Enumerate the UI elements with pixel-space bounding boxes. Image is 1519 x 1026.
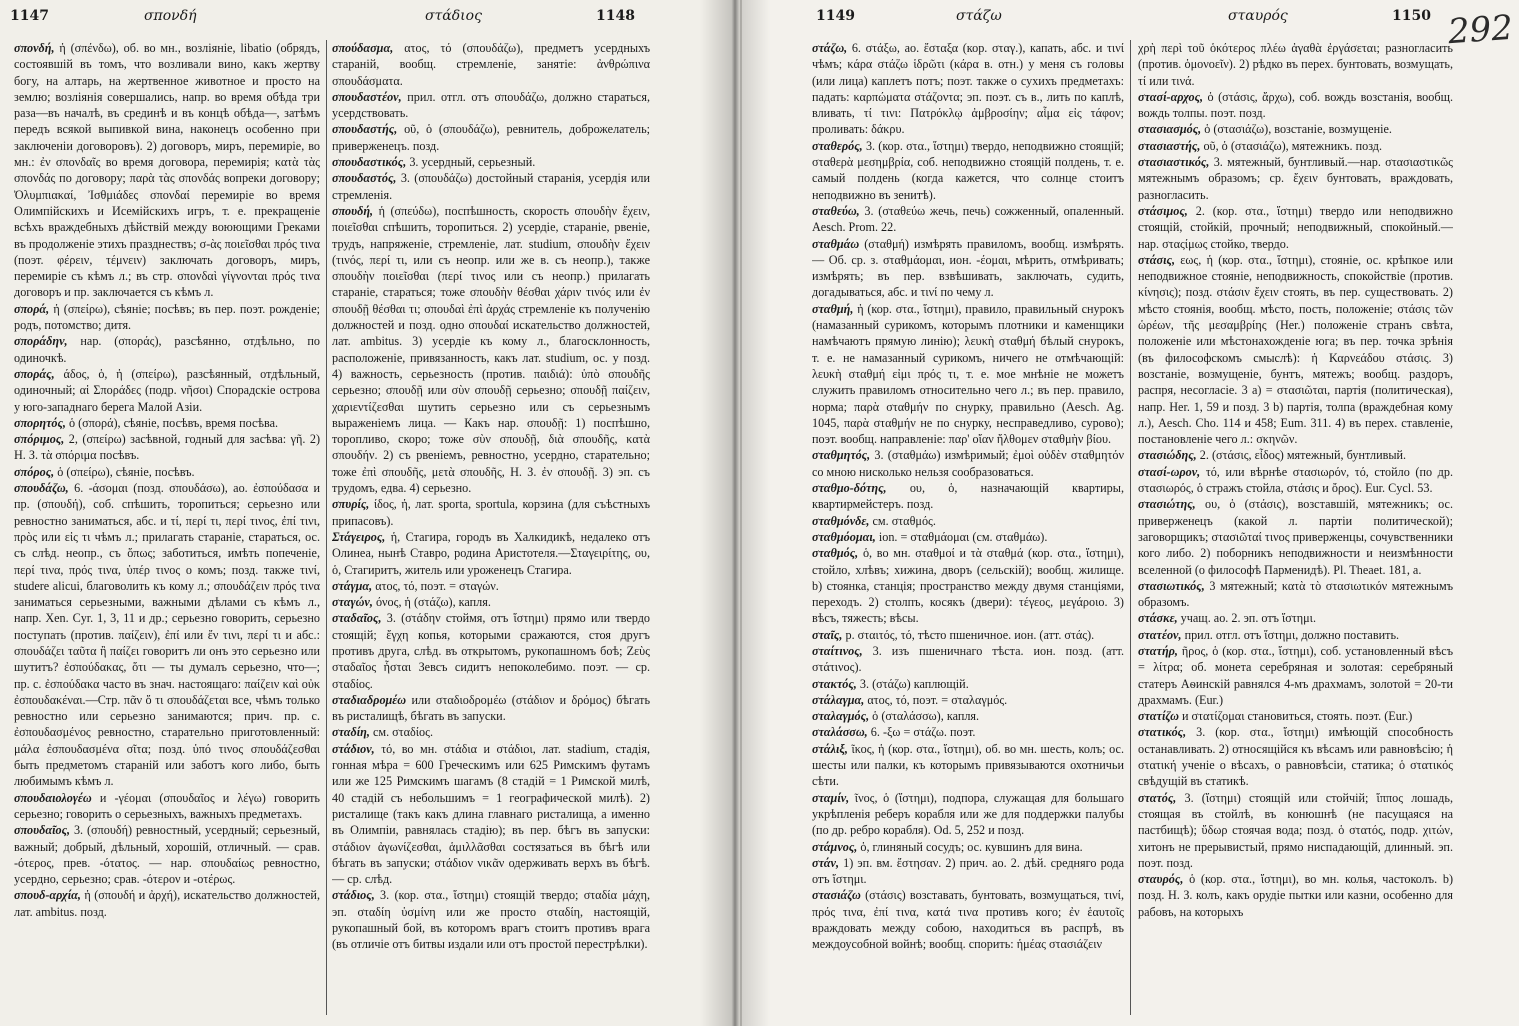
left-page-column-2 (332, 40, 650, 1020)
entry-definition: 3. (σπουδή) ревностный, усердный; серьезный, важный; добрый, дѣльный, хорошій, отличный. — срав. -ότερος, прев. -ότατος. — нар. σπουδαίως ревностно, усердно, серьезно; срав. -ότερον и -οτέρως. (14, 823, 320, 887)
entry-headword: στάσκε, (1138, 611, 1178, 626)
entry-headword: σπουδαστικός, (332, 155, 407, 170)
entry-definition: οῦ, ὁ (στασιάζω), мятежникъ. позд. (1203, 138, 1383, 153)
entry-headword: στασί-αρχος, (1138, 89, 1204, 104)
entry-definition: όνος, ἡ (στάζω), капля. (375, 595, 491, 610)
entry-definition: ἡ (σπείρω), сѣяніе; посѣвъ; въ пер. поэт. рожденіе; родъ, потомство; дитя. (14, 301, 320, 333)
entry-definition: ὁ (σταλάσσω), капля. (872, 709, 980, 724)
entry-headword: σταμίν, (812, 790, 850, 805)
dictionary-entry (14, 887, 320, 920)
dictionary-entry (812, 480, 1124, 513)
entry-headword: σταδίη, (332, 725, 370, 740)
entry-definition: οῦ, ὁ (σπουδάζω), ревнитель, доброжелатель; приверженецъ. позд. (332, 122, 650, 153)
entry-headword: στάσις, (1138, 252, 1175, 267)
dictionary-entry (14, 790, 320, 823)
entry-headword: σταθεύω, (812, 203, 860, 218)
entry-headword: σταθμο-δότης, (812, 481, 887, 496)
dictionary-entry (14, 415, 320, 431)
entry-headword: στάδιος, (332, 888, 375, 903)
entry-headword: σταδιαδρομέω (332, 692, 407, 707)
running-head-right: στάδιος (425, 8, 482, 24)
dictionary-entry (812, 790, 1124, 839)
entry-definition: (στάσις) возставать, бунтовать, возмущаться, τινί, πρός τινα, ἐπί τινα, κατά τινα противъ кого; ἐν ἑαυτοῖς враждовать между собою, находиться въ распрѣ, въ междоусобной войнѣ; вообщ. спорить: ἡμέας στασιάζειν (812, 888, 1124, 952)
dictionary-entry (332, 594, 650, 610)
entry-definition: ίδος, ἡ, лат. sporta, sportula, корзина (для съѣстныхъ припасовъ). (332, 497, 650, 528)
entry-definition: ὁ (στασιάζω), возстаніе, возмущеніе. (1204, 122, 1392, 137)
right-page (742, 0, 1519, 1026)
entry-definition: ὁ (στάσις, ἄρχω), соб. вождь возстанія, вообщ. вождь толпы. поэт. позд. (1138, 89, 1453, 121)
entry-definition: 3 мятежный; κατὰ τὸ στασιωτικόν мятежнымъ образомъ. (1138, 578, 1453, 610)
right-page-column-2 (1138, 40, 1453, 1020)
entry-headword: στατός, (1138, 790, 1177, 805)
entry-definition: 6. -άσομαι (позд. σπουδάσω), ао. ἐσπούδασα и пр. (σπουδή), соб. спѣшить, торопиться; серьезно или ревностно заниматься, абс. и τί, περί τι, περί τινος, ἐπί τινι, πρὸς или εἰς τι чѣмъ л.; прилагать стараніе, стараться, ос. съ слѣд. неопр., съ ὅπως; заботиться, имѣть попеченіе, περί τινα, πρός τινα, ὑπέρ τινος о комъ; позд. также τινί, studere alicui, благоволить къ кому л.; σπουδάζειν πρός τινα заниматься серьезными, важными дѣлами съ кѣмъ л., напр. Xen. Cyr. 1, 3, 11 и др.; серьезно говорить, серьезно поступать (против. παίζειν), ἐπί или ἔν τινι, περί τι и абс.: σπουδάζει ταῦτα ἢ παίζει говоритъ ли онъ это серьезно или шутитъ? ἐσπούδακας, ὅτι — ты думалъ серьезно, что—; пр. с. ἐσπούδακα часто въ знач. настоящаго: παίζειν καὶ οὐκ ἐσπουδακέναι.—Стр. πᾶν ὅ τι σπουδάζεται все, чѣмъ только ревностно или серьезно занимаются; прич. пр. с. ἐσπουδασμένος ревностно, старательно приготовленный: μάλα ἐσπουδασμένα σῖτα; позд. ὑπό τινος σπουδάζεσθαι быть предметомъ стараній или заботъ кого либо, быть любимымъ кѣмъ л. (14, 481, 320, 789)
dictionary-entry (332, 170, 650, 203)
dictionary-entry (14, 301, 320, 334)
entry-headword: σπονδή, (14, 41, 55, 55)
entry-definition: ῖκος, ἡ (кор. στα., ἵστημι), об. во мн. шесть, колъ; ос. шесты или палки, къ которымъ привязываются охотничьи сѣти. (812, 741, 1124, 789)
dictionary-entry (332, 40, 650, 89)
entry-headword: στάν, (812, 855, 840, 870)
entry-definition: ου, ὁ, назначающій квартиры, квартирмейстеръ. позд. (812, 481, 1124, 512)
entry-headword: σταλάσσω, (812, 725, 868, 740)
entry-headword: σταῖς, (812, 627, 843, 642)
entry-headword: σταθμητός, (812, 448, 871, 463)
dictionary-entry (1138, 708, 1453, 724)
dictionary-entry (14, 431, 320, 464)
dictionary-entry (812, 676, 1124, 692)
entry-definition: нар. (σποράς), разсѣянно, отдѣльно, по одиночкѣ. (14, 334, 320, 365)
entry-definition: 3. усердный, серьезный. (409, 155, 536, 170)
entry-headword: σπούδασμα, (332, 41, 394, 55)
entry-definition: 1) эп. вм. ἔστησαν. 2) прич. ао. 2. дѣй. средняго рода отъ ἵστημι. (812, 855, 1124, 887)
entry-headword: στατήρ, (1138, 643, 1178, 658)
entry-definition: ὁ, во мн. σταθμοί и τὰ σταθμά (кор. στα., ἵστημι), стойло, хлѣвъ; хижина, дворъ (сельскій); вообщ. жилище. b) стоянка, станція; пространство между двумя станціями, переходъ. 2) столпъ, косякъ (двери): τέγεος, μεγάροιο. 3) вѣсъ, тяжесть; вѣсы. (812, 546, 1124, 626)
dictionary-entry (812, 741, 1124, 790)
dictionary-entry (14, 40, 320, 301)
dictionary-entry (332, 692, 650, 725)
dictionary-entry (1138, 643, 1453, 708)
dictionary-entry (332, 724, 650, 740)
entry-headword: σπουδαῖος, (14, 823, 71, 838)
dictionary-entry (812, 203, 1124, 236)
handwritten-note: 292 (1446, 7, 1515, 53)
entry-headword: σταθμόομαι, (812, 529, 876, 544)
entry-headword: σπουδή, (332, 203, 374, 218)
entry-headword: στασί-ωρον, (1138, 464, 1201, 479)
entry-headword: σταδαῖος, (332, 611, 382, 626)
dictionary-entry (1138, 252, 1453, 448)
dictionary-entry (812, 627, 1124, 643)
dictionary-entry (812, 40, 1124, 138)
entry-headword: σταθμάω (812, 236, 860, 251)
entry-definition: 2. (кор. στα., ἵστημι) твердо или неподвижно стоящій, стойкій, прочный; неподвижный, спокойный.—нар. σταςίμως стойко, твердо. (1138, 203, 1453, 251)
entry-definition: 3. (кор. στα., ἵστημι) твердо, неподвижно стоящій; σταθερὰ μεσημβρία, соб. неподвижно стоящій полдень, т. е. самый полдень (когда кажется, что солнце стоитъ неподвижно въ зенитѣ). (812, 138, 1124, 202)
dictionary-entry (14, 366, 320, 415)
dictionary-entry (812, 708, 1124, 724)
entry-definition: учащ. ао. 2. эп. отъ ἵστημι. (1180, 611, 1317, 626)
dictionary-entry (1138, 790, 1453, 871)
dictionary-entry (332, 887, 650, 952)
column-divider (1130, 40, 1131, 1015)
entry-headword: στάσιμος, (1138, 203, 1188, 218)
dictionary-entry (332, 203, 650, 496)
entry-headword: σταυρός, (1138, 872, 1184, 887)
dictionary-entry (332, 578, 650, 594)
entry-definition: и -γέομαι (σπουδαῖος и λέγω) говорить серьезно; говорить о серьезныхъ, важныхъ предметахъ. (14, 790, 320, 821)
dictionary-entry (812, 301, 1124, 448)
dictionary-entry (1138, 138, 1453, 154)
entry-definition: ἡ (σπένδω), об. во мн., возліяніе, libatio (обрядъ, состоявшій въ томъ, что возливали вино, какъ жертву богу, на алтарь, на жертвенное животное и просто на землю; возліянія совершались, напр. во время обѣда три раза—въ началѣ, въ срединѣ и въ концѣ обѣда—, затѣмъ передъ всякой выпивкой вина, наконецъ особенно при заключеніи договоровъ). 2) договоръ, миръ, перемиріе, во мн.: ἐν σπονδαῖς во время договора, перемирія; κατὰ τὰς σπονδάς по договору; παρὰ τὰς σπονδάς вопреки договору; Ὀλυμπιακαί, Ἰσθμιάδες σπονδαί перемиріе во время Олимпійскихъ и Исемійскихъ игръ, т. е. прекращеніе всѣхъ враждебныхъ дѣйствій между воюющими Греками въ продолженіе этихъ празднествъ; σ-ὰς ποιεῖσθαι πρός τινα (поэт. φέρειν, τέμνειν) заключать договоръ, миръ, перемиріе съ кѣмъ л.; въ стр. σπονδαὶ γίγνονται πρός τινα договоръ и пр. заключается съ кѣмъ л. (14, 41, 320, 300)
entry-headword: σπόρος, (14, 464, 55, 479)
entry-definition: ὁ (кор. στα., ἵστημι), во мн. колья, частоколъ. b) позд. Н. З. колъ, какъ орудіе пытки или казни, особенно для рабовъ, на которыхъ (1138, 872, 1453, 919)
entry-headword: στατικός, (1138, 725, 1187, 740)
entry-headword: στασιαστικός, (1138, 155, 1210, 170)
entry-definition: 2, (σπείρω) засѣвной, годный для засѣва: γῆ. 2) Н. З. τὰ σπόριμα посѣвъ. (14, 432, 320, 463)
entry-definition: 6. στάξω, ао. ἔσταξα (кор. σταγ.), капать, абс. и τινί чѣмъ; κάρα στάζω ἱδρῶτι (κάρα в. отн.) у меня съ головы (или лица) каплетъ потъ; поэт. также о сухихъ предметахъ: падать: καρπώματα στάζοντα; эп. поэт. съ в., лить по каплѣ, вливать, τί τινι: Πατρόκλῳ ἀμβροσίην; αἷμα εἰς τάφον; проливать: δάκρυ. (812, 41, 1124, 137)
entry-headword: στάγμα, (332, 578, 373, 593)
entry-definition: 3. (σπουδάζω) достойный старанія, усердія или стремленія. (332, 171, 650, 202)
dictionary-entry (1138, 496, 1453, 577)
entry-headword: σπουδαιολογέω (14, 790, 92, 805)
dictionary-entry (14, 464, 320, 480)
dictionary-entry (332, 154, 650, 170)
dictionary-entry (332, 741, 650, 888)
entry-headword: στασιωτικός, (1138, 578, 1205, 593)
entry-headword: στασιώδης, (1138, 448, 1197, 463)
dictionary-entry (812, 513, 1124, 529)
entry-headword: στατίζω (1138, 709, 1179, 724)
dictionary-entry (812, 692, 1124, 708)
dictionary-entry (1138, 203, 1453, 252)
running-head-left: στάζω (956, 8, 1002, 24)
entry-definition: или σταδιοδρομέω (στάδιον и δρόμος) бѣгать въ ристалищѣ, бѣгать въ запуски. (332, 692, 650, 724)
dictionary-entry (812, 447, 1124, 480)
entry-definition: ατος, τό (σπουδάζω), предметъ усердныхъ стараній, вообщ. стремленіе, занятіе: ἀνθρώπινα σπουδάσματα. (332, 41, 650, 88)
dictionary-entry (332, 496, 650, 529)
dictionary-entry (1138, 627, 1453, 643)
entry-headword: σταθμός, (812, 546, 859, 561)
dictionary-entry (1138, 447, 1453, 463)
entry-definition: 6. -ξω = στάζω. поэт. (870, 725, 976, 740)
dictionary-entry (1138, 40, 1453, 89)
entry-definition: ὁ (σπείρω), сѣяніе, посѣвъ. (57, 464, 195, 479)
entry-headword: σταθμή, (812, 301, 854, 316)
dictionary-entry (812, 839, 1124, 855)
entry-definition: см. σταθμός. (872, 513, 936, 528)
entry-headword: σταίτινος, (812, 643, 863, 658)
dictionary-entry (1138, 871, 1453, 920)
page-number-right: 1150 (1392, 8, 1431, 24)
dictionary-entry (14, 333, 320, 366)
entry-definition: 3. (στάζω) каплющій. (859, 676, 969, 691)
entry-definition: 3. (σταθμάω) измѣримый; ἐμοὶ οὐδὲν σταθμητόν со мною нисколько нельзя сообразоваться. (812, 448, 1124, 479)
dictionary-entry (812, 724, 1124, 740)
entry-headword: στακτός, (812, 676, 857, 691)
entry-headword: στασιασμός, (1138, 122, 1202, 137)
entry-definition: ἡ, Стагира, городъ въ Халкидикѣ, недалеко отъ Олинеа, нынѣ Ставро, родина Аристотеля.—Σταγειρίτης, ου, ὁ, Стагиритъ, житель или уроженецъ Стагира. (332, 529, 650, 577)
dictionary-entry (1138, 464, 1453, 497)
entry-headword: στάμνος, (812, 839, 858, 854)
entry-headword: σπουδάζω, (14, 481, 69, 496)
dictionary-entry (812, 887, 1124, 952)
dictionary-entry (812, 529, 1124, 545)
entry-definition: р. σταιτός, τό, тѣсто пшеничное. ион. (атт. στάς). (845, 627, 1095, 642)
dictionary-entry (812, 855, 1124, 888)
entry-headword: στατέον, (1138, 627, 1182, 642)
entry-headword: στασιαστής, (1138, 138, 1201, 153)
dictionary-entry (332, 529, 650, 578)
entry-definition: άδος, ὁ, ἡ (σπείρω), разсѣянный, отдѣльный, одиночный; αἱ Σποράδες (подр. νῆσοι) Спорадскіе острова у юго-западнаго берега Малой Азіи. (14, 366, 320, 414)
entry-definition: ἡ (кор. στα., ἵστημι), правило, правильный снурокъ (намазанный сурикомъ, которымъ плотники и каменщики намѣчаютъ прямую линію); λευκὴ σταθμή бѣлый снурокъ, т. е. не намазанный сурикомъ, ничего не отмѣчающій: λευκὴ σταθμή εἰμι πρός τι, т. е. мое мнѣніе не можетъ служить правиломъ относительно чего л.; въ пер. правило, норма; παρὰ σταθμήν по снурку, правильно (Aesch. Ag. 1045, παρὰ σταθμήν не по снурку, несправедливо, сурово); поэт. вообщ. направленіе: παρ' οἴαν ἤλθομεν σταθμὴν βίου. (812, 301, 1124, 447)
dictionary-entry (812, 236, 1124, 301)
entry-definition: ὁ (σπορά), сѣяніе, посѣвъ, время посѣва. (68, 415, 279, 430)
entry-definition: ου, ὁ (στάσις), возставшій, мятежникъ; ос. приверженецъ (какой л. партіи политической); заговорщикъ; στασιῶταί τινος приверженцы, сочувственники кого либо. 2) поборникъ неподвижности и неизмѣнности вселенной (о философѣ Парменидѣ). Pl. Theaet. 181, a. (1138, 497, 1453, 577)
entry-definition: 3. (кор. στα., ἵστημι) стоящій твердо; σταδία μάχη, эп. σταδίη ὑσμίνη или же просто σταδίη, настоящій, рукопашный бой, въ которомъ врагъ стоитъ противъ врага (въ отличіе отъ битвы издали или отъ простой перестрѣлки). (332, 888, 650, 952)
entry-definition: εως, ἡ (кор. στα., ἵστημι), стояніе, ос. крѣпкое или неподвижное стояніе, неподвижность, спокойствіе (против. κίνησις); позд. στάσιν ἔχειν стоять, въ пер. существовать. 2) мѣсто стоянія, вообщ. мѣсто, пость, положеніе; στάσις τῶν ὡρέων, τῆς μεσαμβρίης (Her.) положеніе странъ свѣта, положеніе или мѣстонахожденіе юга; въ пер. точка зрѣнія (въ философскомъ смыслѣ): ἡ Καρνεάδου στάσις. 3) возстаніе, возмущеніе, бунтъ, мятежъ; вообщ. раздоръ, распря, несогласіе. 3 a) = στασιῶται, партія (политическая), напр. Her. 1, 59 и позд. 3 b) партія, толпа (враждебная кому л.), Aesch. Cho. 114 и 458; Eum. 311. 4) въ перех. ставленіе, постановленіе чего л.: σκηνῶν. (1138, 252, 1453, 447)
dictionary-entry (1138, 154, 1453, 203)
page-number-left: 1147 (10, 8, 49, 24)
entry-definition: прил. отгл. отъ ἵστημι, должно поставить. (1184, 627, 1400, 642)
page-number-left: 1149 (816, 8, 855, 24)
entry-definition: 3. (σταθεύω жечь, печь) сожженный, опаленный. Aesch. Prom. 22. (812, 203, 1124, 235)
entry-headword: σπουδαστέον, (332, 89, 402, 104)
entry-definition: 3. (στάδην стоймя, отъ ἵστημι) прямо или твердо стоящій; ἔγχη копья, которыми сражаются, стоя другъ противъ друга, слѣд. въ открытомъ, рукопашномъ боѣ; Ζεὺς σταδαῖος ἧσται Зевсъ сидитъ непоколебимо. поэт. — ср. σταδίος. (332, 611, 650, 691)
entry-definition: ὁ, глиняный сосудъ; ос. кувшинъ для вина. (860, 839, 1083, 854)
entry-definition: 3. (кор. στα., ἵστημι) имѣющій способность останавливать. 2) относящійся къ вѣсамъ или равновѣсію; ἡ στατική ученіе о вѣсахъ, о равновѣсіи, статика; ὁ στατικός свѣдущій въ статикѣ. (1138, 725, 1453, 789)
entry-headword: στασιώτης, (1138, 497, 1196, 512)
entry-definition: ion. = σταθμάομαι (см. σταθμάω). (878, 529, 1048, 544)
running-head-left: σπονδή (144, 8, 197, 24)
dictionary-entry (332, 121, 650, 154)
entry-headword: στάδιον, (332, 741, 375, 756)
dictionary-entry (1138, 610, 1453, 626)
entry-definition: 3. (ἵστημι) стоящій или стойчій; ἵππος лошадь, стоящая въ стойлѣ, въ конюшнѣ (не пасущаяся на пастбищѣ); ὕδωρ стоячая вода; позд. ὁ στατός, подр. χιτών, хитонъ не прерывистый, прямо ниспадающій, длинный. эп. поэт. позд. (1138, 790, 1453, 870)
page-number-right: 1148 (596, 8, 635, 24)
dictionary-entry (812, 643, 1124, 676)
entry-headword: σπουδαστής, (332, 122, 398, 137)
entry-headword: Στάγειρος, (332, 529, 386, 544)
entry-headword: σπόριμος, (14, 432, 65, 447)
entry-headword: σταλαγμός, (812, 709, 870, 724)
entry-headword: σταθμόνδε, (812, 513, 870, 528)
entry-definition: χρὴ περὶ τοῦ ὁκότερος πλέω ἀγαθὰ ἐργάσεται; разногласить (против. ὁμονοεῖν). 2) рѣдко въ перех. бунтовать, возмущать, τί или τινά. (1138, 41, 1453, 88)
entry-definition: ατος, τό, поэт. = σταγών. (375, 578, 499, 593)
dictionary-entry (812, 138, 1124, 203)
entry-definition: 3. мятежный, бунтливый.—нар. στασιαστικῶς мятежнымъ образомъ; ср. ἔχειν бунтовать, враждовать, разногласить. (1138, 155, 1453, 202)
entry-headword: σπορητός, (14, 415, 66, 430)
entry-headword: σπουδαστός, (332, 171, 397, 186)
entry-definition: ῖνος, ὁ (ἵστημι), подпора, служащая для большаго укрѣпленія реберъ корабля или же для поддержки палубы (по др. ребро корабля). Od. 5, 252 и позд. (812, 790, 1124, 838)
entry-headword: σπορά, (14, 301, 50, 316)
entry-definition: 2. (στάσις, εἶδος) мятежный, бунтливый. (1199, 448, 1407, 463)
entry-headword: σπυρίς, (332, 497, 370, 512)
entry-headword: σταγών, (332, 595, 373, 610)
left-page-column-1 (14, 40, 320, 1020)
entry-headword: στάλιξ, (812, 741, 848, 756)
entry-definition: ῆρος, ὁ (кор. στα., ἵστημι), соб. установленный вѣсъ = λίτρα; об. монета серебряная и золотая: серебряный статеръ Аѳинскій равнялся 4-мъ драхмамъ, золотой = 20-ти драхмамъ. (Eur.) (1138, 643, 1453, 707)
entry-definition: и στατίζομαι становиться, стоять. поэт. (Eur.) (1181, 709, 1413, 724)
entry-headword: στάζω, (812, 41, 848, 55)
dictionary-entry (332, 610, 650, 691)
right-page-column-1 (812, 40, 1124, 1020)
entry-headword: σποράδην, (14, 334, 68, 349)
dictionary-entry (332, 89, 650, 122)
entry-headword: στασιάζω (812, 888, 861, 903)
dictionary-entry (812, 545, 1124, 626)
entry-headword: στάλαγμα, (812, 692, 865, 707)
entry-headword: σποράς, (14, 366, 55, 381)
entry-definition: прил. отгл. отъ σπουδάζω, должно стараться, усердствовать. (332, 89, 650, 121)
column-divider (326, 40, 327, 1015)
entry-definition: см. σταδίος. (372, 725, 434, 740)
entry-headword: σταθερός, (812, 138, 863, 153)
dictionary-entry (14, 822, 320, 887)
left-page (0, 0, 740, 1026)
entry-definition: τό, или вѣрнѣе στασιωρόν, τό, стойло (по др. στασιωρός, ὁ стражъ стойла, στάσις и ὄρος). Eur. Cycl. 53. (1138, 464, 1453, 496)
running-head-right: σταυρός (1228, 8, 1288, 24)
dictionary-entry (1138, 89, 1453, 122)
dictionary-entry (1138, 578, 1453, 611)
dictionary-entry (1138, 121, 1453, 137)
entry-definition: ατος, τό, поэт. = σταλαγμός. (867, 692, 1008, 707)
entry-definition: 3. изъ пшеничнаго тѣста. ион. позд. (атт. στάτινος). (812, 643, 1124, 675)
dictionary-entry (1138, 724, 1453, 789)
entry-definition: ἡ (σπεύδω), поспѣшность, скорость σπουδὴν ἔχειν, ποιεῖσθαι спѣшить, торопиться. 2) усердіе, стараніе, рвеніе, трудъ, напряженіе, стремленіе, лат. studium, σπουδὴν ἔχειν (τινός, περί τι, или съ неопр. или же в. съ неопр.), также σπουδὴν ποιεῖσθαι (περί τινος или съ неопр.) прилагать стараніе, стараться; тоже σπουδὴν θέσθαι χάριν τινός или ἐν σπουδῇ θέσθαι τι; σπουδαὶ ἐπὶ ἀρχάς стремленіе къ полученію должностей и позд. одно σπουδαί искательство должностей, лат. ambitus. 3) усердіе къ кому л., благосклонность, расположеніе, привязанность, какъ лат. studium, ос. у позд. 4) важность, серьезность (против. παιδιά): ὑπὸ σπουδῆς серьезно; σπουδῇ или σὺν σπουδῇ серьезно; σπουδῇ παίζειν, χαριεντίζεσθαι шутить серьезно или съ серьезнымъ выраженіемъ лица. — Какъ нар. σπουδῇ: 1) поспѣшно, торопливо, скоро; тоже σὺν σπουδῇ, διὰ σπουδῆς, κατὰ σπουδήν. 2) съ рвеніемъ, ревностно, усердно, старательно; тоже ἐπὶ σπουδῆς, μετὰ σπουδῆς, Н. З. ἐν σπουδῇ. 3) эп. съ трудомъ, едва. 4) серьезно. (332, 203, 650, 496)
entry-headword: σπουδ-αρχία, (14, 888, 81, 903)
entry-definition: τό, во мн. στάδια и στάδιοι, лат. stadium, стадія, гонная мѣра = 600 Греческимъ или 625 Римскимъ футамъ или же 125 Римскимъ шагамъ (8 стадій = 1 Римской милѣ, 40 стадій съ небольшимъ = 1 географической милѣ). 2) ристалище (такъ какъ длина главнаго ристалища, а именно въ Олимпіи, равнялась стадію); въ пер. бѣгъ въ запуски: στάδιον ἀγωνίζεσθαι, ἁμιλλᾶσθαι состязаться въ бѣгѣ или бѣгать въ запуски; στάδιον νικᾶν одерживать верхъ въ бѣгѣ. — ср. слѣд. (332, 741, 650, 887)
entry-definition: (σταθμή) измѣрять правиломъ, вообщ. измѣрять. — Об. ср. з. σταθμάομαι, ион. -έομαι, мѣрить, отмѣривать; измѣрять; въ пер. взвѣшивать, заключать, судить, догадываться, абс. и τινί по чему л. (812, 236, 1124, 300)
dictionary-entry (14, 480, 320, 790)
entry-definition: ἡ (σπουδή и ἀρχή), искательство должностей, лат. ambitus. позд. (14, 888, 320, 919)
